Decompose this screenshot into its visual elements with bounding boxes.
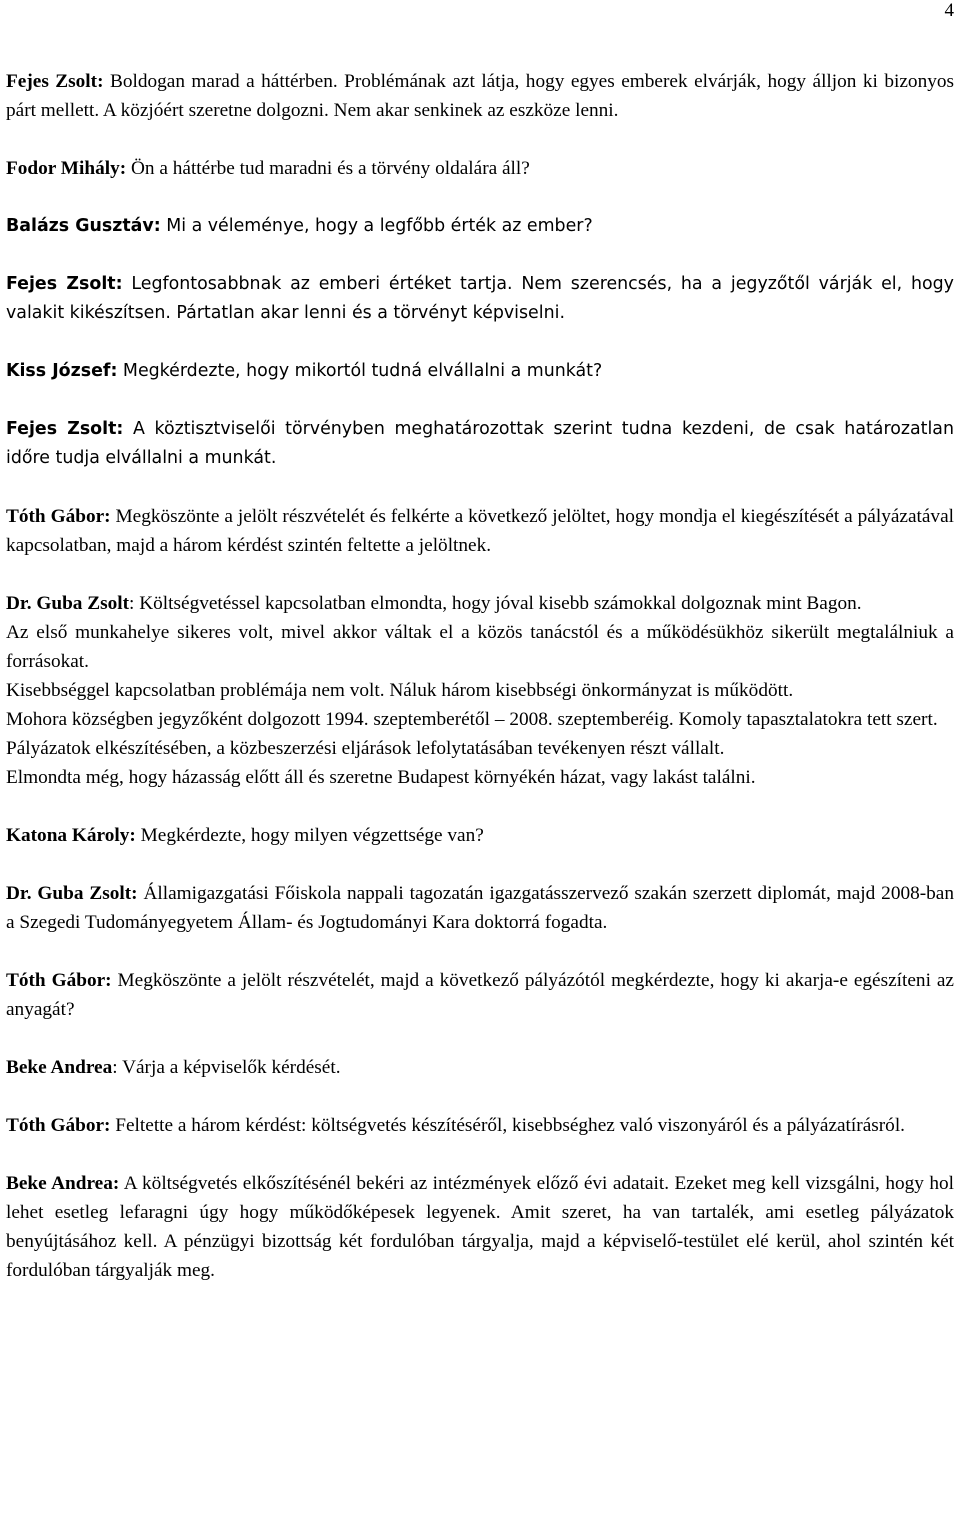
statement: Mohora községben jegyzőként dolgozott 1994. szeptemberétől – 2008. szeptemberéig. Komoly tapasztalatokra tett szert. — [6, 709, 938, 730]
page-number: 4 — [944, 0, 954, 21]
speaker-name: Kiss József: — [6, 361, 118, 381]
speaker-name: Tóth Gábor: — [6, 970, 112, 991]
paragraph-fodor — [6, 154, 954, 183]
speaker-name: Tóth Gábor: — [6, 506, 111, 527]
speaker-name: Beke Andrea — [6, 1057, 113, 1078]
paragraph-guba-7 — [6, 879, 954, 937]
paragraph-guba-6 — [6, 763, 954, 792]
speaker-name: Balázs Gusztáv: — [6, 216, 161, 236]
statement: Mi a véleménye, hogy a legfőbb érték az ember? — [160, 216, 593, 236]
statement: Megköszönte a jelölt részvételét és felkérte a következő jelöltet, hogy mondja el kiegészítését a pályázatával kapcsolatban, majd a három kérdést szintén feltette a jelöltnek. — [6, 506, 954, 556]
paragraph-guba-1 — [6, 589, 954, 618]
paragraph-toth-1 — [6, 502, 954, 560]
statement: Boldogan marad a háttérben. Problémának azt látja, hogy egyes emberek elvárják, hogy álljon ki bizonyos párt mellett. A közjóért szeretne dolgozni. Nem akar senkinek az eszköze lenni. — [6, 71, 954, 121]
statement: A köztisztviselői törvényben meghatározottak szerint tudna kezdeni, de csak határozatlan időre tudja elvállalni a munkát. — [6, 419, 954, 468]
speaker-name: Fodor Mihály: — [6, 158, 127, 179]
speaker-name: Fejes Zsolt: — [6, 419, 124, 439]
statement: Feltette a három kérdést: költségvetés készítéséről, kisebbséghez való viszonyáról és a pályázatírásról. — [110, 1115, 905, 1136]
statement: Megkérdezte, hogy milyen végzettsége van? — [135, 825, 484, 846]
paragraph-guba-4 — [6, 705, 954, 734]
statement: Megköszönte a jelölt részvételét, majd a következő pályázótól megkérdezte, hogy ki akarja-e egészíteni az anyagát? — [6, 970, 954, 1020]
paragraph-balazs — [6, 212, 954, 241]
paragraph-guba-3 — [6, 676, 954, 705]
speaker-name: Fejes Zsolt: — [6, 71, 104, 92]
paragraph-fejes-3 — [6, 415, 954, 473]
meeting-minutes-text — [6, 67, 954, 1285]
statement: : Várja a képviselők kérdését. — [112, 1057, 341, 1078]
speaker-name: Dr. Guba Zsolt: — [6, 883, 138, 904]
statement: Megkérdezte, hogy mikortól tudná elvállalni a munkát? — [117, 361, 603, 381]
statement: Pályázatok elkészítésében, a közbeszerzési eljárások lefolytatásában tevékenyen részt vállalt. — [6, 738, 725, 759]
statement: A költségvetés elkőszítésénél bekéri az intézmények előző évi adatait. Ezeket meg kell vizsgálni, hogy hol lehet esetleg lefaragni úgy hogy működőképesek legyenek. Amit szeret, ha van tartalék, ami esetleg pályázatok benyújtásához kell. A pénzügyi bizottság két fordulóban tárgyalja, majd a képviselő-testület elé kerül, ahol szintén két fordulóban tárgyalják meg. — [6, 1173, 954, 1281]
speaker-name: Fejes Zsolt: — [6, 274, 123, 294]
statement: Kisebbséggel kapcsolatban problémája nem volt. Náluk három kisebbségi önkormányzat is működött. — [6, 680, 794, 701]
paragraph-fejes-1 — [6, 67, 954, 125]
paragraph-beke-1 — [6, 1053, 954, 1082]
statement: Az első munkahelye sikeres volt, mivel akkor váltak el a közös tanácstól és a működésükhöz sikerült megtalálniuk a forrásokat. — [6, 622, 954, 672]
paragraph-fejes-2 — [6, 270, 954, 328]
speaker-name: Dr. Guba Zsolt — [6, 593, 130, 614]
paragraph-guba-5 — [6, 734, 954, 763]
statement: Ön a háttérbe tud maradni és a törvény oldalára áll? — [126, 158, 530, 179]
statement: : Költségvetéssel kapcsolatban elmondta, hogy jóval kisebb számokkal dolgoznak mint Bagon. — [129, 593, 862, 614]
speaker-name: Beke Andrea: — [6, 1173, 120, 1194]
statement: Államigazgatási Főiskola nappali tagozatán igazgatásszervező szakán szerzett diplomát, majd 2008-ban a Szegedi Tudományegyetem Állam- és Jogtudományi Kara doktorrá fogadta. — [6, 883, 954, 933]
paragraph-kiss — [6, 357, 954, 386]
paragraph-katona — [6, 821, 954, 850]
speaker-name: Tóth Gábor: — [6, 1115, 111, 1136]
statement: Elmondta még, hogy házasság előtt áll és szeretne Budapest környékén házat, vagy lakást találni. — [6, 767, 756, 788]
paragraph-beke-2 — [6, 1169, 954, 1285]
speaker-name: Katona Károly: — [6, 825, 136, 846]
paragraph-guba-2 — [6, 618, 954, 676]
statement: Legfontosabbnak az emberi értéket tartja. Nem szerencsés, ha a jegyzőtől várják el, hogy valakit kikészítsen. Pártatlan akar lenni és a törvényt képviselni. — [6, 274, 954, 323]
paragraph-toth-2 — [6, 966, 954, 1024]
paragraph-toth-3 — [6, 1111, 954, 1140]
